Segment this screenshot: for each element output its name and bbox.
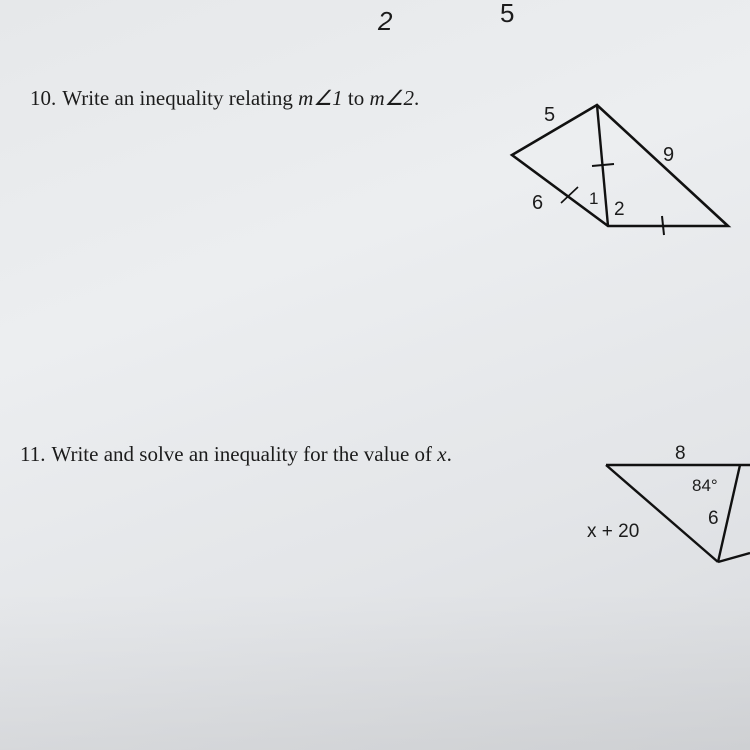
question-10-text-mid: to — [342, 86, 370, 110]
question-11-text-end: . — [446, 442, 452, 466]
q10-label-side-left: 6 — [532, 192, 544, 214]
question-10-number: 10. — [30, 86, 57, 110]
question-10-text-before: Write an inequality relating — [62, 86, 299, 110]
question-10-text-end: . — [414, 86, 420, 110]
question-11-text-before: Write and solve an inequality for the value of — [51, 442, 438, 466]
top-mark-left: 2 — [378, 6, 393, 36]
q10-label-angle-2: 2 — [614, 199, 625, 220]
question-11-diagram — [580, 440, 750, 570]
question-11-variable: x — [437, 442, 447, 466]
question-11-number: 11. — [20, 442, 46, 466]
q10-label-side-right: 9 — [663, 144, 675, 166]
question-10-angle-1: m∠1 — [298, 86, 343, 110]
q11-label-side-left: x + 20 — [587, 521, 640, 542]
q10-tick-diagonal — [592, 164, 614, 166]
question-10-angle-2: m∠2 — [369, 86, 414, 110]
q10-label-side-top: 5 — [544, 104, 556, 126]
q11-label-side-top: 8 — [675, 443, 686, 464]
q10-label-angle-1: 1 — [589, 189, 599, 208]
page-shadow — [0, 590, 750, 750]
q11-label-angle: 84° — [692, 476, 718, 495]
q11-right-edge — [718, 553, 750, 562]
q11-label-side-inner: 6 — [708, 508, 719, 529]
question-10-prompt — [30, 86, 419, 111]
question-11-prompt — [20, 442, 452, 467]
question-10-diagram — [500, 95, 740, 240]
q11-inner-edge — [718, 465, 740, 562]
top-mark-right: 5 — [500, 0, 515, 28]
q10-tick-bottom — [662, 216, 664, 235]
top-edge-marks — [360, 0, 540, 40]
